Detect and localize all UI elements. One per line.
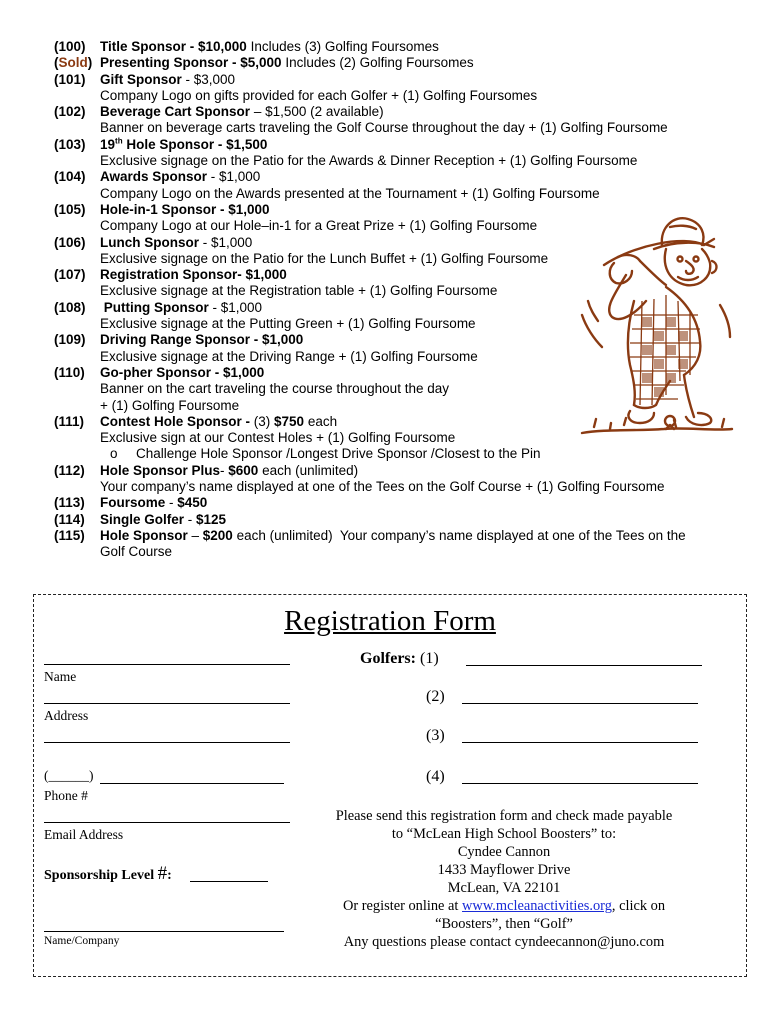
golfer-2-label: (2) [426,688,445,705]
sponsor-item [54,169,754,202]
phone-field[interactable] [100,783,284,784]
sponsor-detail: each [304,413,338,429]
sponsor-number: (102) [54,104,86,120]
sponsor-number: (115) [54,527,85,543]
sponsor-name: Go-pher Sponsor - $1,000 [100,364,265,380]
name-company-field[interactable] [44,931,284,932]
name-field[interactable] [44,664,290,665]
sponsor-description: Exclusive signage on the Patio for the Awards & Dinner Reception + (1) Golfing Foursome [100,153,638,169]
sponsor-name: Registration Sponsor- $1,000 [100,267,287,283]
golfer-3-field[interactable] [462,742,698,743]
sponsor-detail: - [184,511,197,527]
sponsor-detail: Includes (2) Golfing Foursomes [281,55,474,71]
mailing-instructions: Please send this registration form and check made payable to “McLean High School Boosters” to: Cyndee Cannon 1433 Mayflower Drive McLean, VA 22101 Or register online at www.mcleanactivities.org, click on “Boosters”, then “Golf” Any questions please contact cyndeecannon@juno.com [314,807,694,951]
sponsor-description: + (1) Golfing Foursome [100,397,240,413]
address-field[interactable] [44,703,290,704]
sponsor-number: (114) [54,511,85,527]
golfer-2-field[interactable] [462,703,698,704]
sponsor-name: Title Sponsor - $10,000 [100,39,247,54]
form-title: Registration Form [284,605,496,637]
sponsor-description: Banner on the cart traveling the course throughout the day [100,381,449,397]
sponsor-detail: Includes (3) Golfing Foursomes [246,39,439,54]
sponsor-item: (Sold) Presenting Sponsor - $5,000 Includes (2) Golfing Foursomes [54,55,474,71]
sponsor-name: Hole Sponsor Plus [100,462,221,478]
sponsor-price: $600 [228,462,259,478]
golfer-4-label: (4) [426,768,445,785]
sponsor-name: Putting Sponsor [100,299,209,315]
sponsor-name: Foursome [100,495,166,511]
sponsor-number: (106) [54,234,86,250]
sponsor-description: Golf Course [100,544,173,560]
sponsor-detail: - $1,000 [208,299,263,315]
address-label: Address [44,708,89,723]
sponsor-detail: - $1,000 [207,169,261,185]
golfer-3-label: (3) [426,727,445,744]
sponsor-detail: each (unlimited) Your company’s name displayed at one of the Tees on the [232,527,686,543]
name-company-label: Name/Company [44,935,120,947]
sponsorship-level-field[interactable] [190,881,268,882]
sponsor-detail: – [187,527,203,543]
sponsor-name: Hole Sponsor [100,527,188,543]
sponsor-price: $750 [274,413,305,429]
sponsorship-level-label: Sponsorship Level #: [44,863,172,884]
phone-label: Phone # [44,788,88,803]
sponsor-detail: - [165,495,178,511]
sponsor-item [54,72,754,105]
sponsor-item [54,463,754,496]
sponsor-name: Contest Hole Sponsor - [100,413,251,429]
sponsor-description: Company Logo on gifts provided for each Golfer + (1) Golfing Foursomes [100,87,538,103]
sponsor-number: (110) [54,364,85,380]
sponsor-detail: – $1,500 (2 available) [250,104,384,120]
golfer-4-field[interactable] [462,783,698,784]
golfer-1-field[interactable] [466,665,702,666]
sponsor-item: (103) 19th Hole Sponsor - $1,500 Exclusive signage on the Patio for the Awards & Dinner Reception + (1) Golfing Foursome [54,137,754,170]
name-label: Name [44,669,77,684]
sponsor-name-ordinal: 19 [100,136,116,152]
sponsor-item [54,104,754,137]
sponsor-number: (104) [54,169,86,185]
sponsor-item [54,512,754,528]
contact-email: Any questions please contact cyndeecannon@juno.com [343,934,665,950]
sponsor-name: Presenting Sponsor - $5,000 [100,55,282,71]
sponsor-price: $125 [196,511,227,527]
sponsor-name: Awards Sponsor [100,169,208,185]
sponsor-price: $200 [202,527,233,543]
sponsor-name: Single Golfer [100,511,185,527]
sponsor-name: Lunch Sponsor [100,234,199,250]
sponsor-name: Gift Sponsor [100,71,182,87]
sponsor-detail: (3) [250,413,275,429]
sponsor-number: (101) [54,71,86,87]
sponsor-description: Exclusive signage at the Registration table + (1) Golfing Foursome [100,283,498,299]
email-label: Email Address [44,827,124,842]
phone-area-code: (______) [44,768,94,783]
sponsor-number: (112) [54,462,85,478]
sold-marker: Sold [58,55,88,71]
sponsor-description: Your company’s name displayed at one of the Tees on the Golf Course + (1) Golfing Foursome [100,479,665,495]
sponsor-detail: - [220,462,229,478]
sponsor-name: Beverage Cart Sponsor [100,104,251,120]
golfer-illustration-icon [574,205,734,445]
sponsor-price: $450 [177,495,208,511]
sponsor-item [54,39,754,55]
sponsor-number: (108) [54,299,86,315]
email-field[interactable] [44,822,290,823]
address-field-line-2[interactable] [44,742,290,743]
sponsor-number: (113) [54,495,85,511]
sponsor-number: (107) [54,267,86,283]
sponsor-number: (109) [54,332,86,348]
sponsor-number: (105) [54,201,86,217]
sponsor-detail: - $3,000 [181,71,236,87]
sponsor-item [54,528,754,561]
sponsor-description: Exclusive sign at our Contest Holes + (1) Golfing Foursome [100,430,456,446]
sponsor-description: Exclusive signage on the Patio for the Lunch Buffet + (1) Golfing Foursome [100,250,549,266]
sponsor-number: (111) [54,413,85,429]
sponsor-detail: each (unlimited) [258,462,359,478]
sponsor-item [54,495,754,511]
sponsor-description: Banner on beverage carts traveling the Golf Course throughout the day + (1) Golfing Foursome [100,120,668,136]
sponsor-detail: - $1,000 [199,234,253,250]
bullet-icon: o [110,446,118,462]
sponsor-description: Exclusive signage at the Driving Range + (1) Golfing Foursome [100,348,478,364]
sponsor-number: (100) [54,39,86,54]
sponsor-name: Hole-in-1 Sponsor - $1,000 [100,201,270,217]
registration-form [33,594,747,977]
sponsor-description: Company Logo on the Awards presented at the Tournament + (1) Golfing Foursome [100,185,600,201]
sponsor-description: Exclusive signage at the Putting Green + (1) Golfing Foursome [100,316,476,332]
website-link[interactable]: www.mcleanactivities.org [462,898,612,914]
sponsor-name: Driving Range Sponsor - $1,000 [100,332,304,348]
sponsor-description: Company Logo at our Hole–in-1 for a Great Prize + (1) Golfing Foursome [100,218,538,234]
sponsor-number: (103) [54,136,86,152]
sponsor-subitem: o Challenge Hole Sponsor /Longest Drive Sponsor /Closest to the Pin [110,446,541,462]
sponsor-name: Hole Sponsor - $1,500 [122,136,268,152]
golfers-label: Golfers: (1) [360,650,439,667]
